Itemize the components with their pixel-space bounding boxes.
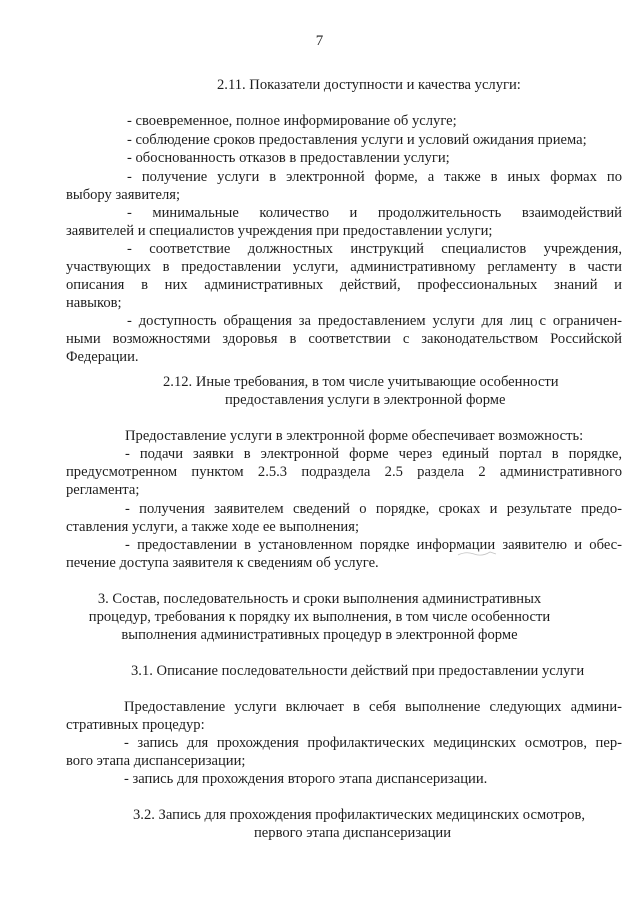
list-item: - доступность обращения за предоставлением услуги для лиц с ограничен- xyxy=(127,313,622,329)
section-3-heading: 3. Состав, последовательность и сроки выполнения административных xyxy=(97,591,542,607)
section-3-2-heading-line-2: первого этапа диспансеризации xyxy=(254,825,452,841)
list-item: - предоставлении в установленном порядке информации заявителю и обес- xyxy=(125,537,622,553)
list-item-continuation: Федерации. xyxy=(66,349,139,365)
list-item-continuation: навыков; xyxy=(66,295,122,311)
list-item-continuation: предусмотренном пунктом 2.5.3 подраздела 2.5 раздела 2 административного xyxy=(66,464,622,480)
section-2-11-heading: 2.11. Показатели доступности и качества услуги: xyxy=(217,77,521,93)
page-number: 7 xyxy=(315,33,324,49)
list-item-continuation: регламента; xyxy=(66,482,140,498)
list-item-continuation: печение доступа заявителя к сведениям об услуге. xyxy=(66,555,379,571)
section-3-2-heading: 3.2. Запись для прохождения профилактических медицинских осмотров, xyxy=(133,807,585,823)
list-item: - своевременное, полное информирование об услуге; xyxy=(127,113,457,129)
list-item: - запись для прохождения второго этапа диспансеризации. xyxy=(124,771,488,787)
section-3-1-heading: 3.1. Описание последовательности действий при предоставлении услуги xyxy=(131,663,585,679)
list-item-continuation: описания в них административных действий, профессиональных знаний и xyxy=(66,277,622,293)
list-item: - получение услуги в электронной форме, а также в иных формах по xyxy=(127,169,622,185)
list-item-continuation: ставления услуги, а также ходе ее выполнения; xyxy=(66,519,360,535)
list-item-continuation: вого этапа диспансеризации; xyxy=(66,753,246,769)
paragraph-line: Предоставление услуги в электронной форме обеспечивает возможность: xyxy=(125,428,584,444)
section-2-12-heading: 2.12. Иные требования, в том числе учитывающие особенности xyxy=(163,374,559,390)
list-item: - обоснованность отказов в предоставлении услуги; xyxy=(127,150,450,166)
list-item-continuation: ными возможностями здоровья в соответствии с законодательством Российской xyxy=(66,331,622,347)
list-item: - запись для прохождения профилактических медицинских осмотров, пер- xyxy=(124,735,622,751)
scan-artifact-mark xyxy=(456,548,498,558)
list-item: - подачи заявки в электронной форме через единый портал в порядке, xyxy=(125,446,622,462)
list-item: - минимальные количество и продолжительность взаимодействий xyxy=(127,205,622,221)
list-item: - соблюдение сроков предоставления услуги и условий ожидания приема; xyxy=(127,132,587,148)
section-3-heading-line-3: выполнения административных процедур в электронной форме xyxy=(121,627,518,643)
paragraph-line: Предоставление услуги включает в себя выполнение следующих админи- xyxy=(124,699,622,715)
paragraph-line: стративных процедур: xyxy=(66,717,205,733)
section-2-12-heading-line-2: предоставления услуги в электронной форме xyxy=(225,392,506,408)
list-item: - получения заявителем сведений о порядке, сроках и результате предо- xyxy=(125,501,622,517)
list-item-continuation: заявителей и специалистов учреждения при предоставлении услуги; xyxy=(66,223,493,239)
section-3-heading-line-2: процедур, требования к порядку их выполнения, в том числе особенности xyxy=(88,609,551,625)
list-item-continuation: выбору заявителя; xyxy=(66,187,181,203)
list-item-continuation: участвующих в предоставлении услуги, административному регламенту в части xyxy=(66,259,622,275)
list-item: - соответствие должностных инструкций специалистов учреждения, xyxy=(127,241,622,257)
